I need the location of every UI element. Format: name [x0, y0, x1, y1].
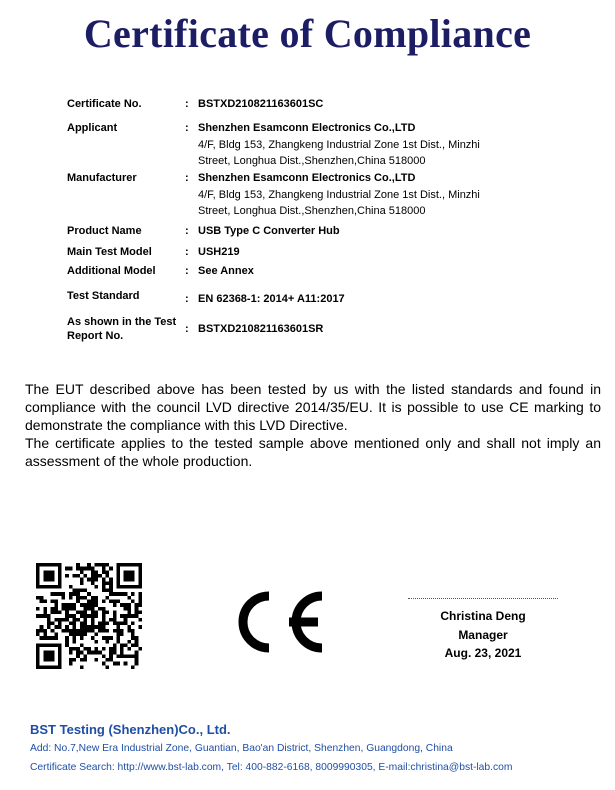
product-name: USB Type C Converter Hub [198, 225, 340, 237]
applicant-address-line: Street, Longhua Dist.,Shenzhen,China 518000 [198, 155, 426, 167]
compliance-statement [25, 380, 601, 470]
ce-mark-icon [222, 590, 328, 654]
field-colon: : [185, 122, 189, 134]
field-value [198, 291, 598, 308]
certificate-number: BSTXD210821163601SC [198, 98, 324, 110]
field-colon: : [185, 323, 189, 335]
field-colon: : [185, 246, 189, 258]
field-label: As shown in the Test Report No. [67, 316, 177, 342]
field-value [198, 263, 598, 280]
statement-paragraph: The certificate applies to the tested sample above mentioned only and shall not imply an assessment of the whole production. [25, 435, 601, 469]
certificate-title: Certificate of Compliance [83, 11, 532, 56]
manufacturer-address-line: 4/F, Bldg 153, Zhangkeng Industrial Zone 1st Dist., Minzhi [198, 188, 480, 201]
additional-model: See Annex [198, 265, 254, 277]
field-colon: : [185, 225, 189, 237]
applicant-address-line: 4/F, Bldg 153, Zhangkeng Industrial Zone 1st Dist., Minzhi [198, 138, 480, 151]
field-label: Manufacturer [67, 172, 137, 184]
field-label: Certificate No. [67, 98, 142, 110]
field-value [198, 244, 598, 261]
manufacturer-address-line: Street, Longhua Dist.,Shenzhen,China 518000 [198, 205, 426, 217]
main-test-model: USH219 [198, 246, 240, 258]
test-report-number: BSTXD210821163601SR [198, 323, 324, 335]
field-colon: : [185, 265, 189, 277]
applicant-name: Shenzhen Esamconn Electronics Co.,LTD [198, 122, 416, 134]
field-colon: : [185, 293, 189, 305]
field-value [198, 170, 598, 220]
field-value [198, 321, 598, 338]
test-standard: EN 62368-1: 2014+ A11:2017 [198, 293, 345, 305]
signatory-name: Christina Deng [440, 609, 526, 623]
field-label: Applicant [67, 122, 118, 134]
field-value [198, 120, 598, 170]
field-label: Test Standard [67, 290, 140, 302]
manufacturer-name: Shenzhen Esamconn Electronics Co.,LTD [198, 172, 416, 184]
field-colon: : [185, 172, 189, 184]
field-value [198, 223, 598, 240]
signatory-role: Manager [458, 627, 508, 642]
field-label: Additional Model [67, 265, 156, 277]
field-value [198, 96, 598, 113]
field-label: Main Test Model [67, 246, 152, 258]
field-label: Product Name [67, 225, 142, 237]
statement-paragraph: The EUT described above has been tested by us with the listed standards and found in compliance with the council LVD directive 2014/35/EU. It is possible to use CE marking to demonstrate the compliance with this LVD Directive. [25, 381, 601, 433]
qr-code-icon [36, 563, 142, 669]
company-name: BST Testing (Shenzhen)Co., Ltd. [30, 722, 231, 737]
field-colon: : [185, 98, 189, 110]
company-address: Add: No.7,New Era Industrial Zone, Guantian, Bao'an District, Shenzhen, Guangdong, China [30, 743, 453, 754]
signature-block [408, 598, 558, 663]
signature-date: Aug. 23, 2021 [444, 646, 522, 660]
company-contact: Certificate Search: http://www.bst-lab.com, Tel: 400-882-6168, 8009990305, E-mail:christina@bst-lab.com [30, 762, 513, 773]
